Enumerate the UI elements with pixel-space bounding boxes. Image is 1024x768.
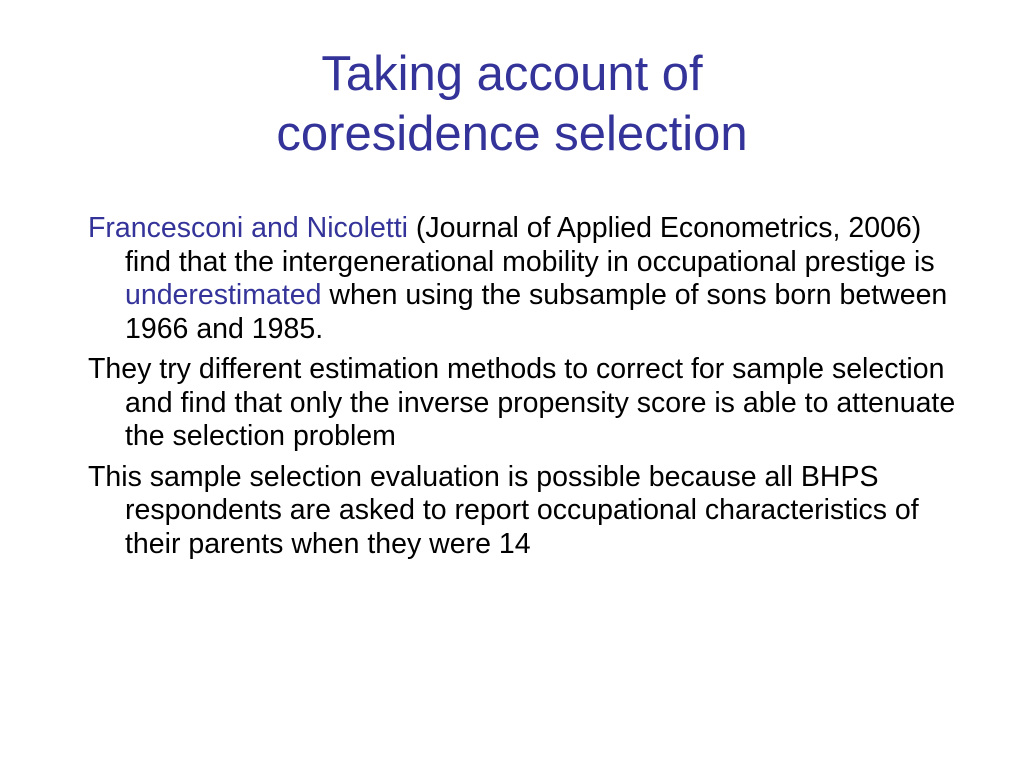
slide-title-line-2: coresidence selection <box>276 107 748 161</box>
slide-title-line-1: Taking account of <box>321 47 703 101</box>
paragraph-estimation-methods: They try different estimation methods to correct for sample selection and find that only the inverse propensity score is able to attenuate the selection problem <box>88 353 956 452</box>
slide-title <box>0 44 1024 164</box>
underestimated-highlight: underestimated <box>125 279 322 311</box>
slide-body <box>88 212 968 568</box>
authors-highlight: Francesconi and Nicoletti <box>88 212 408 244</box>
paragraph-francesconi-nicoletti <box>88 212 968 346</box>
paragraph-1-text-part-1: (Journal of Applied Econometrics, 2006) find that the intergenerational mobility in occupational prestige is <box>125 212 935 278</box>
paragraph-1-text-part-2: when using the subsample of sons born between 1966 and 1985. <box>125 279 948 345</box>
paragraph-bhps-evaluation: This sample selection evaluation is possible because all BHPS respondents are asked to report occupational characteristics of their parents when they were 14 <box>88 460 919 560</box>
